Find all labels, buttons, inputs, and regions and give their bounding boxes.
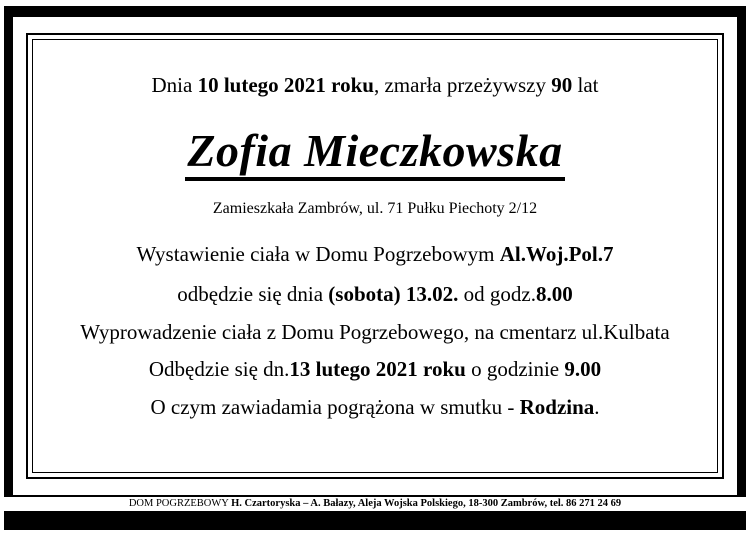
text: .	[594, 395, 600, 419]
viewing-place: Al.Woj.Pol.7	[499, 242, 614, 266]
text: lat	[572, 73, 599, 97]
deceased-name-text: Zofia Mieczkowska	[185, 125, 564, 181]
funeral-time-line	[0, 357, 750, 382]
footer-details: H. Czartoryska – A. Bałazy, Aleja Wojska Polskiego, 18-300 Zambrów, tel. 86 271 24 69	[231, 498, 622, 509]
viewing-date: (sobota) 13.02.	[328, 282, 459, 306]
text: odbędzie się dnia	[177, 282, 329, 306]
text: od godz.	[458, 282, 536, 306]
age: 90	[551, 73, 573, 97]
procession-line: Wyprowadzenie ciała z Domu Pogrzebowego, na cmentarz ul.Kulbata	[80, 320, 670, 344]
funeral-home-footer	[0, 497, 750, 511]
text: Odbędzie się dn.	[148, 357, 290, 381]
text: o godzinie	[465, 357, 565, 381]
footer-label: DOM POGRZEBOWY	[128, 498, 232, 509]
funeral-date: 13 lutego 2021 roku	[289, 357, 466, 381]
text: O czym zawiadamia pogrążona w smutku -	[150, 395, 520, 419]
deceased-name	[0, 124, 750, 181]
viewing-time: 8.00	[535, 282, 573, 306]
viewing-line	[0, 242, 750, 267]
funeral-time: 9.00	[564, 357, 602, 381]
death-date-line	[0, 73, 750, 98]
viewing-time-line	[0, 282, 750, 307]
family: Rodzina	[519, 395, 595, 419]
text: Dnia	[151, 73, 198, 97]
death-date: 10 lutego 2021 roku	[197, 73, 374, 97]
address-line: Zamieszkała Zambrów, ul. 71 Pułku Piechoty 2/12	[212, 200, 538, 217]
family-line	[0, 395, 750, 420]
text: , zmarła przeżywszy	[373, 73, 552, 97]
text: Wystawienie ciała w Domu Pogrzebowym	[136, 242, 500, 266]
